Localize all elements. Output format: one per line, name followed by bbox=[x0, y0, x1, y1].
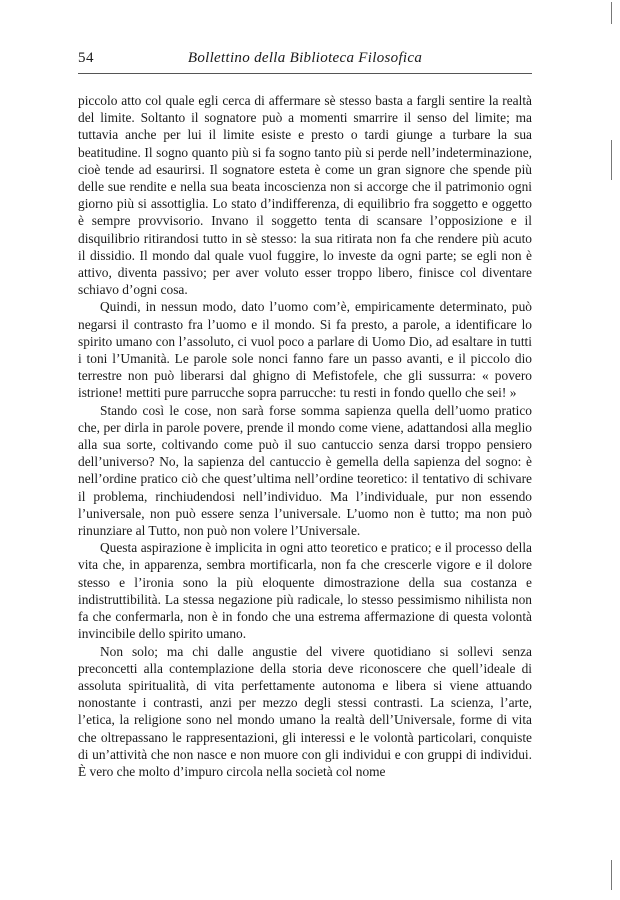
paragraph: Stando così le cose, non sarà forse somma sapienza quella dell’uomo pratico che, per dirla in parole povere, prende il mondo come viene, adattandosi alla meglio alla sua sorte, coltivando come può il suo cantuccio senza darsi troppo pensiero dell’universo? No, la sapienza del cantuccio è gemella della sapienza del sogno: è nell’ordine pratico ciò che quest’ultima nell’ordine teoretico: il tentativo di schivare il problema, rinchiudendosi nell’individuo. Ma l’individuale, pur non essendo l’universale, non può essere senza l’universale. L’uomo non è tutto; ma non può rinunziare al Tutto, non può non volere l’Universale. bbox=[78, 402, 532, 539]
paragraph: Quindi, in nessun modo, dato l’uomo com’è, empiricamente determinato, può negarsi il contrasto fra l’uomo e il mondo. Si fa presto, a parole, a identificare lo spirito umano con l’assoluto, ci vuol poco a parlare di Uomo Dio, ad esaltare in tutti i toni l’Umanità. Le parole sole nonci fanno fare un passo avanti, e il piccolo dio terrestre non può liberarsi dal ghigno di Mefistofele, che gli sussurra: « povero istrione! mettiti pure parrucche sopra parrucche: tu resti in fondo quello che sei! » bbox=[78, 299, 532, 401]
header-rule bbox=[78, 73, 532, 74]
scan-edge-mark bbox=[611, 2, 612, 24]
scan-edge-mark bbox=[611, 860, 612, 890]
paragraph: Non solo; ma chi dalle angustie del vivere quotidiano si sollevi senza preconcetti alla contemplazione della storia deve riconoscere che quell’ideale di assoluta spiritualità, di vita perfettamente autonoma e libera si viene attuando nonostante i contrasti, anzi per mezzo degli stessi contrasti. La scienza, l’arte, l’etica, la religione sono nel mondo umano la realtà dell’Universale, forme di vita che oltrepassano le rappresentazioni, gli interessi e le volontà particolari, conquiste di un’attività che non nasce e non muore con gli individui e con gruppi di individui. È vero che molto d’impuro circola nella società col nome bbox=[78, 643, 532, 779]
scan-edge-mark bbox=[611, 140, 612, 180]
page-header bbox=[78, 50, 532, 72]
running-title: Bollettino della Biblioteca Filosofica bbox=[187, 50, 423, 66]
page-number: 54 bbox=[78, 50, 94, 66]
paragraph: piccolo atto col quale egli cerca di affermare sè stesso basta a fargli sentire la realtà del limite. Soltanto il sognatore può a momenti smarrire il senso del limite; ma tuttavia anche per lui il limite esiste e presto o tardi giunge a turbare la sua beatitudine. Il sogno quanto più si fa sogno tanto più si perde nell’indeterminazione, cioè tende ad esaurirsi. Il sognatore esteta è come un gran signore che spende più delle sue rendite e nella sua beata incoscienza non si accorge che il patrimonio ogni giorno più si assottiglia. Lo stato d’indifferenza, di equilibrio fra soggetto e oggetto è sempre provvisorio. Invano il soggetto tenta di scansare l’opposizione e il disquilibrio ritirandosi tutto in sè stesso: la sua ritirata non fa che rendere più acuto il dissidio. Il mondo dal quale vuol fuggire, lo investe da ogni parte; se egli non è attivo, diventa passivo; per aver voluto esser troppo libero, finisce col diventare schiavo d’ogni cosa. bbox=[78, 93, 532, 298]
paragraph: Questa aspirazione è implicita in ogni atto teoretico e pratico; e il processo della vita che, in apparenza, sembra mortificarla, non fa che crescerle vigore e il dolore stesso e l’ironia sono la più eloquente dimostrazione della sua costanza e indistruttibilità. La stessa negazione più radicale, lo stesso pessimismo nihilista non fa che confermarla, non è in fondo che una estrema affermazione di questa volontà invincibile dello spirito umano. bbox=[78, 540, 532, 642]
body-text bbox=[78, 92, 532, 780]
